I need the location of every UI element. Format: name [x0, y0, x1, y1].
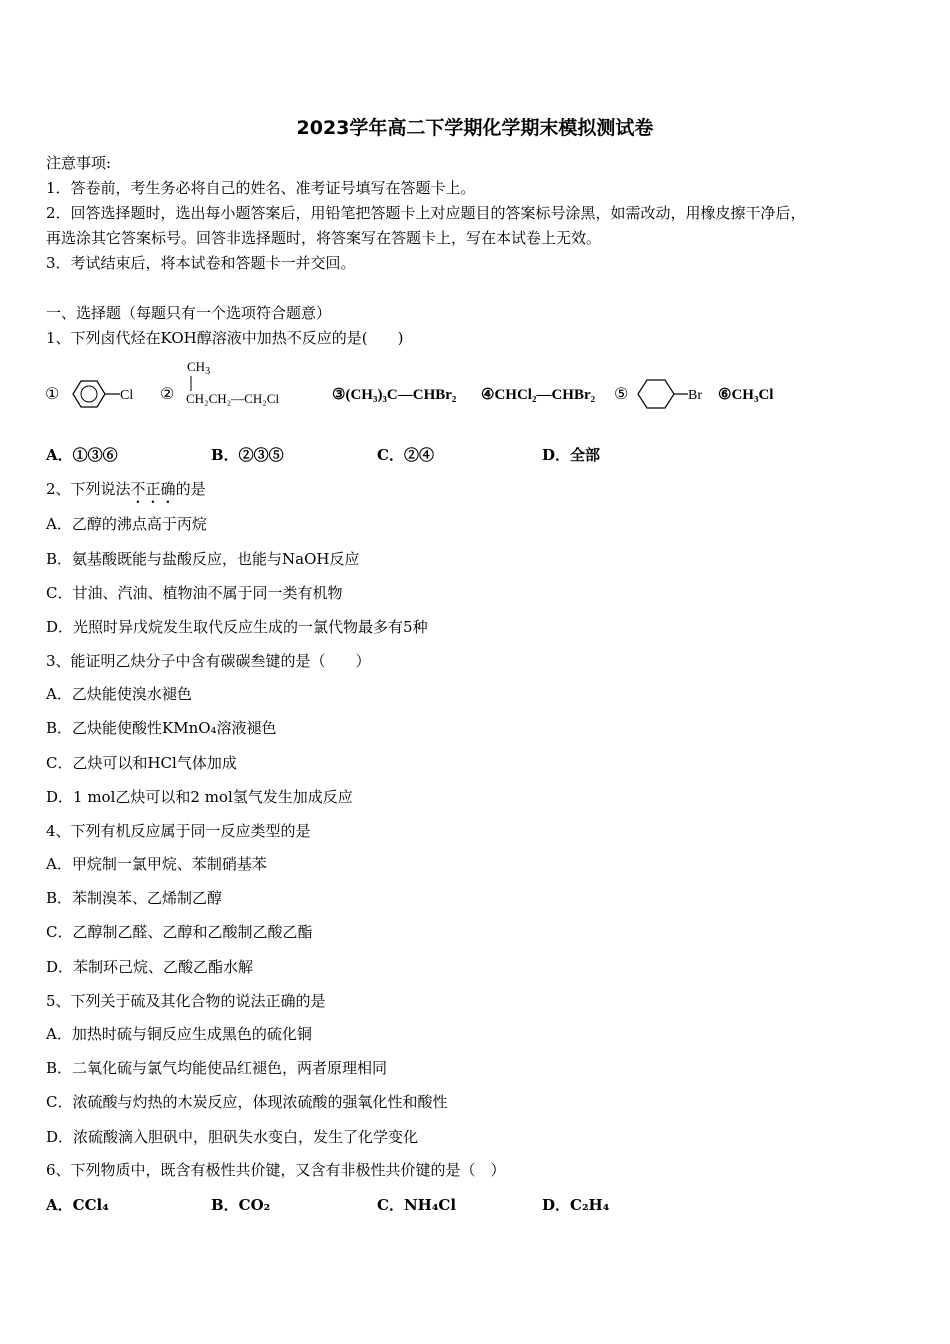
q2-option-c: C．甘油、汽油、植物油不属于同一类有机物 — [46, 584, 343, 602]
q5-option-d: D．浓硫酸滴入胆矾中，胆矾失水变白，发生了化学变化 — [46, 1128, 419, 1146]
q1-structures — [40, 355, 840, 415]
q3-option-d: D．1 mol乙炔可以和2 mol氢气发生加成反应 — [46, 788, 353, 806]
q5-option-c: C．浓硫酸与灼热的木炭反应，体现浓硫酸的强氧化性和酸性 — [46, 1093, 448, 1111]
q1-option-a: A．①③⑥ — [46, 446, 118, 464]
q3-option-a: A．乙炔能使溴水褪色 — [46, 685, 192, 703]
notes-item: 再选涂其它答案标号。回答非选择题时，将答案写在答题卡上，写在本试卷上无效。 — [46, 229, 602, 247]
q1-option-d: D．全部 — [542, 446, 601, 464]
q4-option-c: C．乙醇制乙醛、乙醇和乙酸制乙酸乙酯 — [46, 923, 313, 941]
q1-option-c: C．②④ — [377, 446, 434, 464]
q4-stem: 4、下列有机反应属于同一反应类型的是 — [46, 822, 311, 840]
q1-stem: 1、下列卤代烃在KOH醇溶液中加热不反应的是( ) — [46, 329, 404, 347]
q1-num-5: ⑤ — [614, 386, 629, 403]
q3-stem: 3、能证明乙炔分子中含有碳碳叁键的是（ ） — [46, 652, 371, 670]
q1-s2-top: $CH_3$ — [187, 359, 211, 377]
q5-stem: 5、下列关于硫及其化合物的说法正确的是 — [46, 992, 326, 1010]
q6-option-d: D．C₂H₄ — [542, 1196, 610, 1214]
q1-s2-bottom: CH₂CH₂—CH₂Cl — [186, 391, 280, 406]
q2-stem-emphasis: 不正确 — [130, 480, 176, 498]
benzene-ring — [73, 381, 105, 407]
q2-stem — [46, 478, 206, 507]
q1-num-1: ① — [45, 386, 60, 403]
cyclohexane-ring — [638, 380, 674, 408]
page-title: 2023学年高二下学期化学期末模拟测试卷 — [296, 117, 654, 139]
q6-option-c: C．NH₄Cl — [377, 1196, 457, 1214]
notes-item: 1．答卷前，考生务必将自己的姓名、准考证号填写在答题卡上。 — [46, 179, 476, 197]
q1-num-2: ② — [160, 386, 175, 403]
q2-stem-pre: 2、下列说法 — [46, 480, 131, 498]
q1-s5: Br — [688, 388, 702, 403]
notes-item: 3．考试结束后，将本试卷和答题卡一并交回。 — [46, 254, 356, 272]
q3-option-b: B．乙炔能使酸性KMnO₄溶液褪色 — [46, 719, 277, 737]
section-heading: 一、选择题（每题只有一个选项符合题意） — [46, 304, 332, 322]
aromatic-circle — [81, 386, 97, 402]
notes-item: 2．回答选择题时，选出每小题答案后，用铅笔把答题卡上对应题目的答案标号涂黑，如需改动，用橡皮擦干净后， — [46, 204, 806, 222]
q1-s6: ⑥CH₃Cl — [718, 387, 774, 403]
q6-option-a: A．CCl₄ — [46, 1196, 109, 1214]
q1-option-b: B．②③⑤ — [211, 446, 284, 464]
q3-option-c: C．乙炔可以和HCl气体加成 — [46, 754, 237, 772]
q6-stem: 6、下列物质中，既含有极性共价键，又含有非极性共价键的是（ ） — [46, 1161, 506, 1179]
q2-option-b: B．氨基酸既能与盐酸反应，也能与NaOH反应 — [46, 550, 360, 568]
q2-stem-post: 的是 — [175, 480, 206, 498]
q6-option-b: B．CO₂ — [211, 1196, 271, 1214]
q1-s4: ④CHCl₂—CHBr₂ — [481, 387, 596, 403]
q2-option-d: D．光照时异戊烷发生取代反应生成的一氯代物最多有5种 — [46, 618, 428, 636]
q4-option-a: A．甲烷制一氯甲烷、苯制硝基苯 — [46, 855, 267, 873]
notes-heading: 注意事项: — [46, 154, 112, 172]
q5-option-a: A．加热时硫与铜反应生成黑色的硫化铜 — [46, 1025, 312, 1043]
q1-s3: ③(CH₃)₃C—CHBr₂ — [332, 387, 457, 403]
q4-option-d: D．苯制环己烷、乙酸乙酯水解 — [46, 958, 254, 976]
q4-option-b: B．苯制溴苯、乙烯制乙醇 — [46, 889, 223, 907]
q5-option-b: B．二氧化硫与氯气均能使品红褪色，两者原理相同 — [46, 1059, 388, 1077]
q1-s1: Cl — [120, 388, 134, 403]
q2-option-a: A．乙醇的沸点高于丙烷 — [46, 515, 207, 533]
